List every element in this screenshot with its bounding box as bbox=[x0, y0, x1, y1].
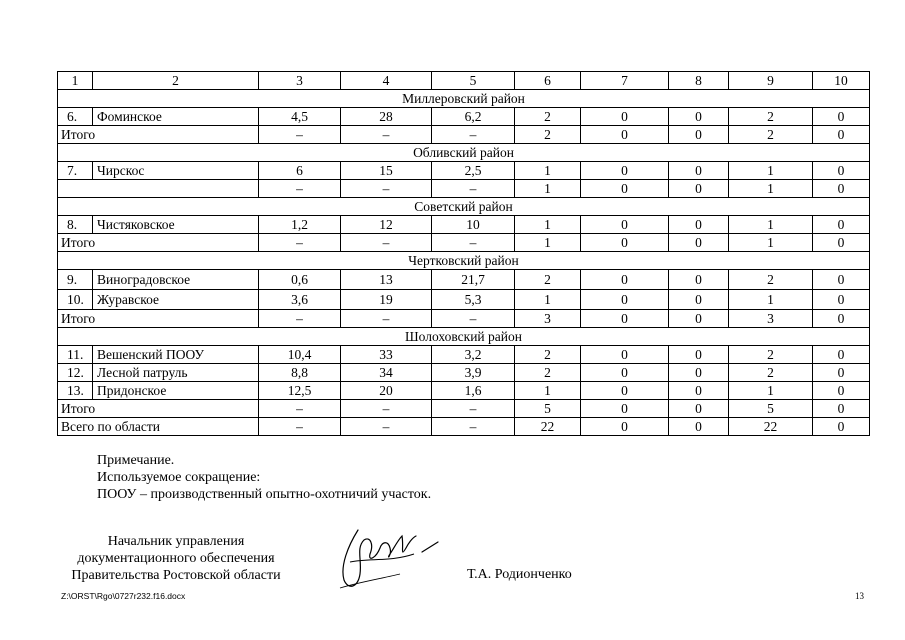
header-cell: 7 bbox=[581, 72, 669, 90]
handwritten-signature bbox=[330, 518, 450, 598]
value-cell: 0 bbox=[581, 364, 669, 382]
value-cell: 0 bbox=[581, 180, 669, 198]
district-name: Шолоховский район bbox=[58, 328, 870, 346]
value-cell: 6,2 bbox=[432, 108, 515, 126]
header-cell: 8 bbox=[669, 72, 729, 90]
value-cell: 0 bbox=[813, 216, 870, 234]
header-cell: 3 bbox=[259, 72, 341, 90]
row-name: Журавское bbox=[93, 290, 259, 310]
value-cell: 0 bbox=[581, 216, 669, 234]
total-label bbox=[58, 180, 259, 198]
value-cell: 0 bbox=[813, 234, 870, 252]
value-cell: 0 bbox=[813, 290, 870, 310]
value-cell: 1 bbox=[729, 234, 813, 252]
position-line-2: документационного обеспечения bbox=[77, 551, 275, 566]
total-label: Итого bbox=[58, 126, 259, 144]
value-cell: 0 bbox=[581, 162, 669, 180]
header-cell: 4 bbox=[341, 72, 432, 90]
value-cell: 0 bbox=[581, 346, 669, 364]
value-cell: 0 bbox=[813, 126, 870, 144]
value-cell: 3,9 bbox=[432, 364, 515, 382]
value-cell: 0 bbox=[813, 418, 870, 436]
note-line-2: ПООУ – производственный опытно-охотничий участок. bbox=[97, 487, 432, 502]
value-cell: 2 bbox=[515, 108, 581, 126]
value-cell: 0 bbox=[581, 270, 669, 290]
value-cell: 0 bbox=[813, 270, 870, 290]
data-table bbox=[57, 71, 870, 436]
row-name: Вешенский ПООУ bbox=[93, 346, 259, 364]
value-cell: 34 bbox=[341, 364, 432, 382]
table-body bbox=[58, 72, 870, 436]
note-title: Примечание. bbox=[97, 453, 175, 468]
header-cell: 2 bbox=[93, 72, 259, 90]
value-cell: 0 bbox=[581, 310, 669, 328]
value-cell: 1,2 bbox=[259, 216, 341, 234]
value-cell: 0 bbox=[669, 364, 729, 382]
value-cell: – bbox=[341, 400, 432, 418]
row-number: 6. bbox=[58, 108, 93, 126]
value-cell: 0 bbox=[813, 400, 870, 418]
row-number: 11. bbox=[58, 346, 93, 364]
value-cell: 1 bbox=[729, 290, 813, 310]
value-cell: 0 bbox=[581, 108, 669, 126]
value-cell: 10 bbox=[432, 216, 515, 234]
value-cell: 20 bbox=[341, 382, 432, 400]
value-cell: 0 bbox=[813, 346, 870, 364]
total-row bbox=[58, 400, 870, 418]
table-row bbox=[58, 108, 870, 126]
value-cell: 5 bbox=[515, 400, 581, 418]
value-cell: 1,6 bbox=[432, 382, 515, 400]
row-name: Чирскоc bbox=[93, 162, 259, 180]
value-cell: 13 bbox=[341, 270, 432, 290]
value-cell: – bbox=[432, 180, 515, 198]
total-row bbox=[58, 126, 870, 144]
value-cell: 5,3 bbox=[432, 290, 515, 310]
value-cell: 3,6 bbox=[259, 290, 341, 310]
position-line-1: Начальник управления bbox=[107, 534, 245, 549]
value-cell: 0 bbox=[669, 418, 729, 436]
value-cell: 1 bbox=[515, 382, 581, 400]
value-cell: 2 bbox=[515, 270, 581, 290]
value-cell: 0 bbox=[813, 108, 870, 126]
total-label: Итого bbox=[58, 400, 259, 418]
value-cell: 0 bbox=[813, 180, 870, 198]
row-number: 7. bbox=[58, 162, 93, 180]
value-cell: 12,5 bbox=[259, 382, 341, 400]
value-cell: 3 bbox=[515, 310, 581, 328]
row-name: Придонское bbox=[93, 382, 259, 400]
value-cell: 2 bbox=[729, 108, 813, 126]
position-line-3: Правительства Ростовской области bbox=[71, 568, 281, 583]
signatory-name: Т.А. Родионченко bbox=[467, 567, 572, 582]
row-number: 10. bbox=[58, 290, 93, 310]
value-cell: 2 bbox=[729, 270, 813, 290]
value-cell: – bbox=[259, 418, 341, 436]
value-cell: 0 bbox=[813, 162, 870, 180]
value-cell: 0 bbox=[581, 382, 669, 400]
district-row bbox=[58, 328, 870, 346]
value-cell: 0 bbox=[669, 108, 729, 126]
value-cell: 2 bbox=[515, 126, 581, 144]
value-cell: 0 bbox=[581, 126, 669, 144]
value-cell: 2 bbox=[729, 364, 813, 382]
value-cell: 5 bbox=[729, 400, 813, 418]
value-cell: – bbox=[341, 234, 432, 252]
value-cell: – bbox=[259, 180, 341, 198]
value-cell: 6 bbox=[259, 162, 341, 180]
signatory-position bbox=[61, 533, 291, 584]
district-row bbox=[58, 144, 870, 162]
value-cell: 1 bbox=[729, 162, 813, 180]
value-cell: 0 bbox=[581, 290, 669, 310]
total-row bbox=[58, 234, 870, 252]
total-label: Итого bbox=[58, 310, 259, 328]
table-row bbox=[58, 364, 870, 382]
file-path: Z:\ORST\Rgo\0727r232.f16.docx bbox=[61, 591, 186, 601]
note-block bbox=[97, 452, 431, 503]
value-cell: – bbox=[341, 180, 432, 198]
value-cell: – bbox=[259, 126, 341, 144]
value-cell: 2 bbox=[515, 346, 581, 364]
value-cell: – bbox=[341, 310, 432, 328]
table-row bbox=[58, 290, 870, 310]
table-row bbox=[58, 216, 870, 234]
value-cell: 0 bbox=[669, 290, 729, 310]
value-cell: 2 bbox=[729, 126, 813, 144]
header-cell: 10 bbox=[813, 72, 870, 90]
value-cell: – bbox=[341, 418, 432, 436]
district-row bbox=[58, 252, 870, 270]
value-cell: 33 bbox=[341, 346, 432, 364]
row-number: 12. bbox=[58, 364, 93, 382]
value-cell: 0 bbox=[669, 234, 729, 252]
total-label: Итого bbox=[58, 234, 259, 252]
value-cell: 1 bbox=[515, 162, 581, 180]
value-cell: 0 bbox=[669, 216, 729, 234]
header-cell: 6 bbox=[515, 72, 581, 90]
value-cell: – bbox=[432, 234, 515, 252]
district-name: Обливский район bbox=[58, 144, 870, 162]
grand-total-row bbox=[58, 418, 870, 436]
total-row bbox=[58, 310, 870, 328]
value-cell: 0 bbox=[669, 126, 729, 144]
row-name: Чистяковское bbox=[93, 216, 259, 234]
value-cell: – bbox=[432, 310, 515, 328]
row-name: Фоминское bbox=[93, 108, 259, 126]
value-cell: – bbox=[432, 418, 515, 436]
table-row bbox=[58, 346, 870, 364]
value-cell: 8,8 bbox=[259, 364, 341, 382]
value-cell: 0 bbox=[813, 382, 870, 400]
value-cell: 3 bbox=[729, 310, 813, 328]
value-cell: 2 bbox=[729, 346, 813, 364]
value-cell: 21,7 bbox=[432, 270, 515, 290]
value-cell: 0,6 bbox=[259, 270, 341, 290]
value-cell: 1 bbox=[729, 180, 813, 198]
row-name: Лесной патруль bbox=[93, 364, 259, 382]
value-cell: – bbox=[259, 234, 341, 252]
row-name: Виноградовское bbox=[93, 270, 259, 290]
value-cell: 0 bbox=[581, 418, 669, 436]
value-cell: 0 bbox=[669, 346, 729, 364]
value-cell: 1 bbox=[729, 382, 813, 400]
note-line-1: Используемое сокращение: bbox=[97, 470, 261, 485]
value-cell: 0 bbox=[669, 382, 729, 400]
value-cell: – bbox=[259, 400, 341, 418]
page-number: 13 bbox=[855, 591, 864, 601]
value-cell: 0 bbox=[813, 364, 870, 382]
value-cell: – bbox=[432, 126, 515, 144]
value-cell: 1 bbox=[515, 216, 581, 234]
row-number: 8. bbox=[58, 216, 93, 234]
header-cell: 9 bbox=[729, 72, 813, 90]
grand-total-label: Всего по области bbox=[58, 418, 259, 436]
header-cell: 5 bbox=[432, 72, 515, 90]
value-cell: 1 bbox=[515, 234, 581, 252]
district-name: Советский район bbox=[58, 198, 870, 216]
header-cell: 1 bbox=[58, 72, 93, 90]
value-cell: 0 bbox=[581, 400, 669, 418]
value-cell: 28 bbox=[341, 108, 432, 126]
district-row bbox=[58, 198, 870, 216]
district-row bbox=[58, 90, 870, 108]
value-cell: 2,5 bbox=[432, 162, 515, 180]
value-cell: 22 bbox=[729, 418, 813, 436]
value-cell: – bbox=[432, 400, 515, 418]
row-number: 9. bbox=[58, 270, 93, 290]
header-row bbox=[58, 72, 870, 90]
value-cell: 2 bbox=[515, 364, 581, 382]
value-cell: 0 bbox=[669, 310, 729, 328]
value-cell: 0 bbox=[669, 400, 729, 418]
value-cell: 3,2 bbox=[432, 346, 515, 364]
value-cell: 0 bbox=[581, 234, 669, 252]
table-row bbox=[58, 382, 870, 400]
value-cell: 0 bbox=[669, 180, 729, 198]
table-row bbox=[58, 162, 870, 180]
value-cell: 15 bbox=[341, 162, 432, 180]
value-cell: 0 bbox=[813, 310, 870, 328]
total-row bbox=[58, 180, 870, 198]
value-cell: 4,5 bbox=[259, 108, 341, 126]
value-cell: 19 bbox=[341, 290, 432, 310]
value-cell: 10,4 bbox=[259, 346, 341, 364]
district-name: Миллеровский район bbox=[58, 90, 870, 108]
value-cell: 22 bbox=[515, 418, 581, 436]
row-number: 13. bbox=[58, 382, 93, 400]
value-cell: 1 bbox=[729, 216, 813, 234]
district-name: Чертковский район bbox=[58, 252, 870, 270]
value-cell: 0 bbox=[669, 162, 729, 180]
value-cell: 1 bbox=[515, 180, 581, 198]
value-cell: – bbox=[341, 126, 432, 144]
value-cell: 1 bbox=[515, 290, 581, 310]
value-cell: – bbox=[259, 310, 341, 328]
value-cell: 12 bbox=[341, 216, 432, 234]
value-cell: 0 bbox=[669, 270, 729, 290]
table-row bbox=[58, 270, 870, 290]
